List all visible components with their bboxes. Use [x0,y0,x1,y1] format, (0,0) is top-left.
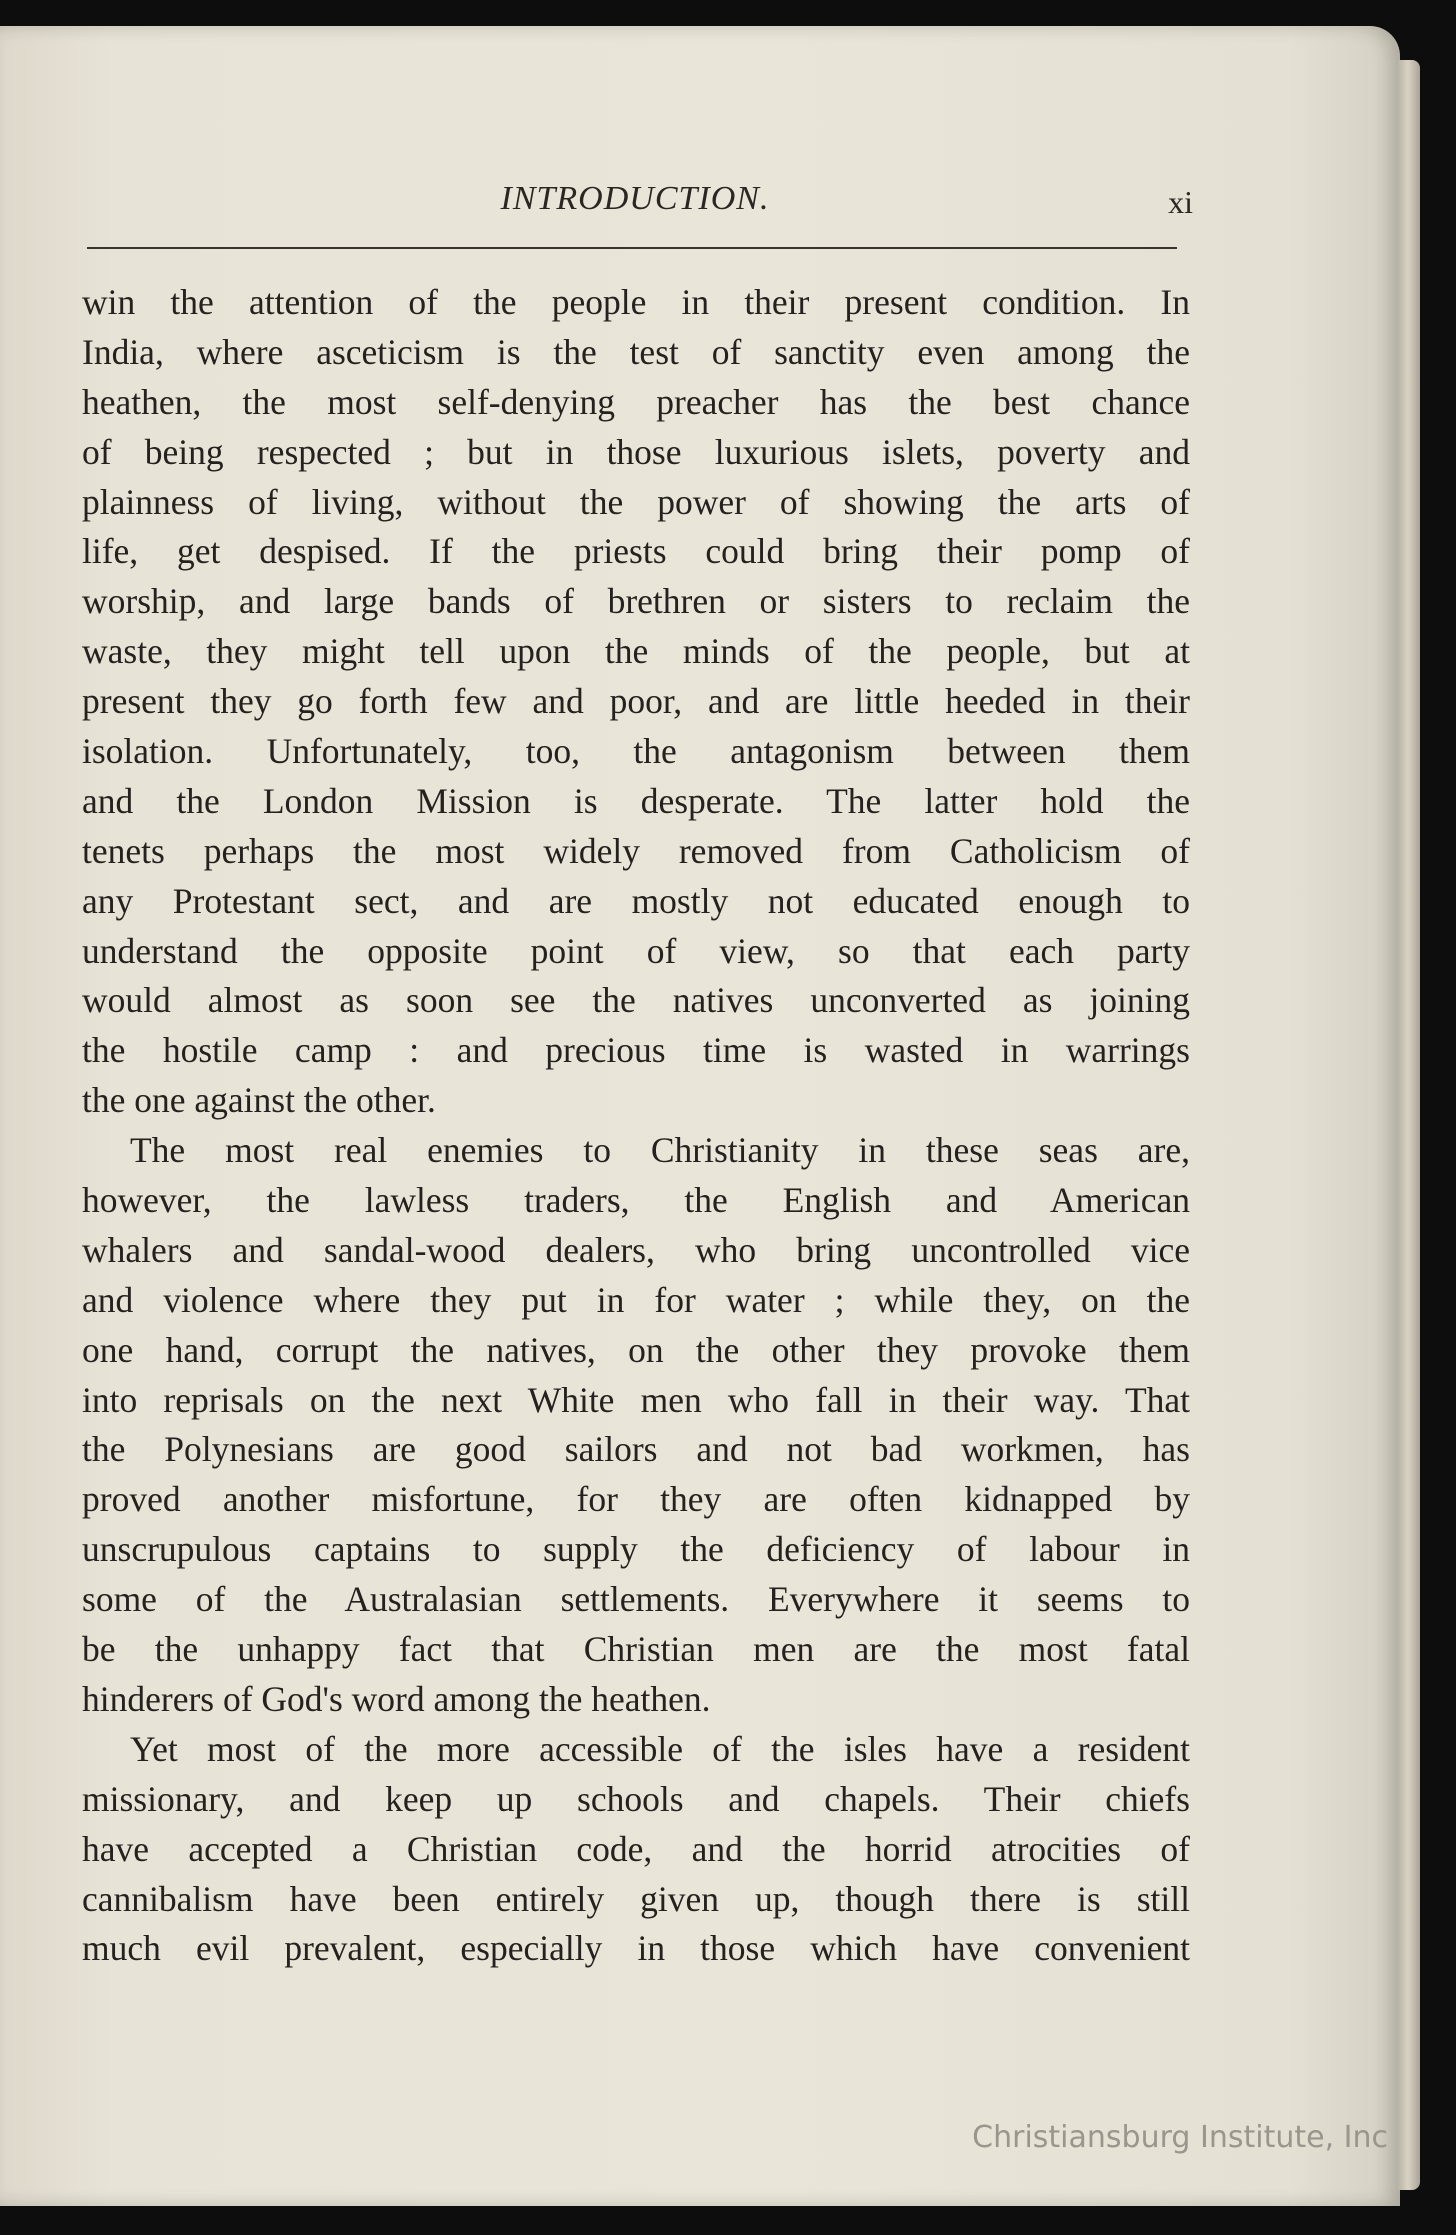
text-line: understand the opposite point of view, so that each party [82,930,1190,971]
text-line: whalers and sandal-wood dealers, who bring uncontrolled vice [82,1229,1190,1270]
text-line: be the unhappy fact that Christian men are the most fatal [82,1629,1190,1670]
text-line: and violence where they put in for water ; while they, on the [82,1279,1190,1320]
text-line: The most real enemies to Christianity in these seas are, [130,1130,1190,1171]
paragraph-1 [82,278,1190,1126]
text-line: win the attention of the people in their present condition. In [82,282,1190,322]
text-line: the hostile camp : and precious time is wasted in warrings [82,1030,1190,1071]
text-line: life, get despised. If the priests could bring their pomp of [82,531,1190,572]
page-edge [1398,60,1420,2190]
text-line: would almost as soon see the natives unconverted as joining [82,980,1190,1021]
text-line: any Protestant sect, and are mostly not educated enough to [82,880,1190,921]
text-line: one hand, corrupt the natives, on the other they provoke them [82,1329,1190,1370]
text-line: worship, and large bands of brethren or sisters to reclaim the [82,581,1190,622]
text-line: waste, they might tell upon the minds of the people, but at [82,631,1190,672]
text-line: of being respected ; but in those luxurious islets, poverty and [82,431,1190,472]
text-line: Yet most of the more accessible of the isles have a resident [130,1728,1190,1769]
text-line: some of the Australasian settlements. Everywhere it seems to [82,1579,1190,1620]
text-line: present they go forth few and poor, and are little heeded in their [82,681,1190,722]
text-line: India, where asceticism is the test of sanctity even among the [82,331,1190,372]
text-line: cannibalism have been entirely given up, though there is still [82,1878,1190,1919]
text-line: unscrupulous captains to supply the deficiency of labour in [82,1529,1190,1570]
text-line: into reprisals on the next White men who fall in their way. That [82,1379,1190,1420]
text-line: plainness of living, without the power of showing the arts of [82,481,1190,522]
running-title: INTRODUCTION. [500,180,770,217]
text-line: missionary, and keep up schools and chapels. Their chiefs [82,1778,1190,1819]
text-line: the one against the other. [82,1080,436,1121]
text-line: much evil prevalent, especially in those which have convenient [82,1928,1190,1969]
text-line: and the London Mission is desperate. The latter hold the [82,780,1190,821]
text-line: isolation. Unfortunately, too, the antagonism between them [82,731,1190,772]
text-line: proved another misfortune, for they are often kidnapped by [82,1479,1190,1520]
paragraph-2 [82,1126,1190,1725]
body-text [82,278,1190,1974]
text-line: the Polynesians are good sailors and not bad workmen, has [82,1429,1190,1470]
page-header [85,180,1193,240]
watermark: Christiansburg Institute, Inc [972,2120,1388,2155]
text-line: hinderers of God's word among the heathen. [82,1678,711,1719]
text-line: however, the lawless traders, the English and American [82,1180,1190,1221]
text-line: have accepted a Christian code, and the horrid atrocities of [82,1828,1190,1869]
text-line: heathen, the most self-denying preacher has the best chance [82,381,1190,422]
header-rule [87,247,1177,249]
page-number: xi [1168,184,1193,220]
paragraph-3 [82,1725,1190,1974]
text-line: tenets perhaps the most widely removed from Catholicism of [82,830,1190,871]
